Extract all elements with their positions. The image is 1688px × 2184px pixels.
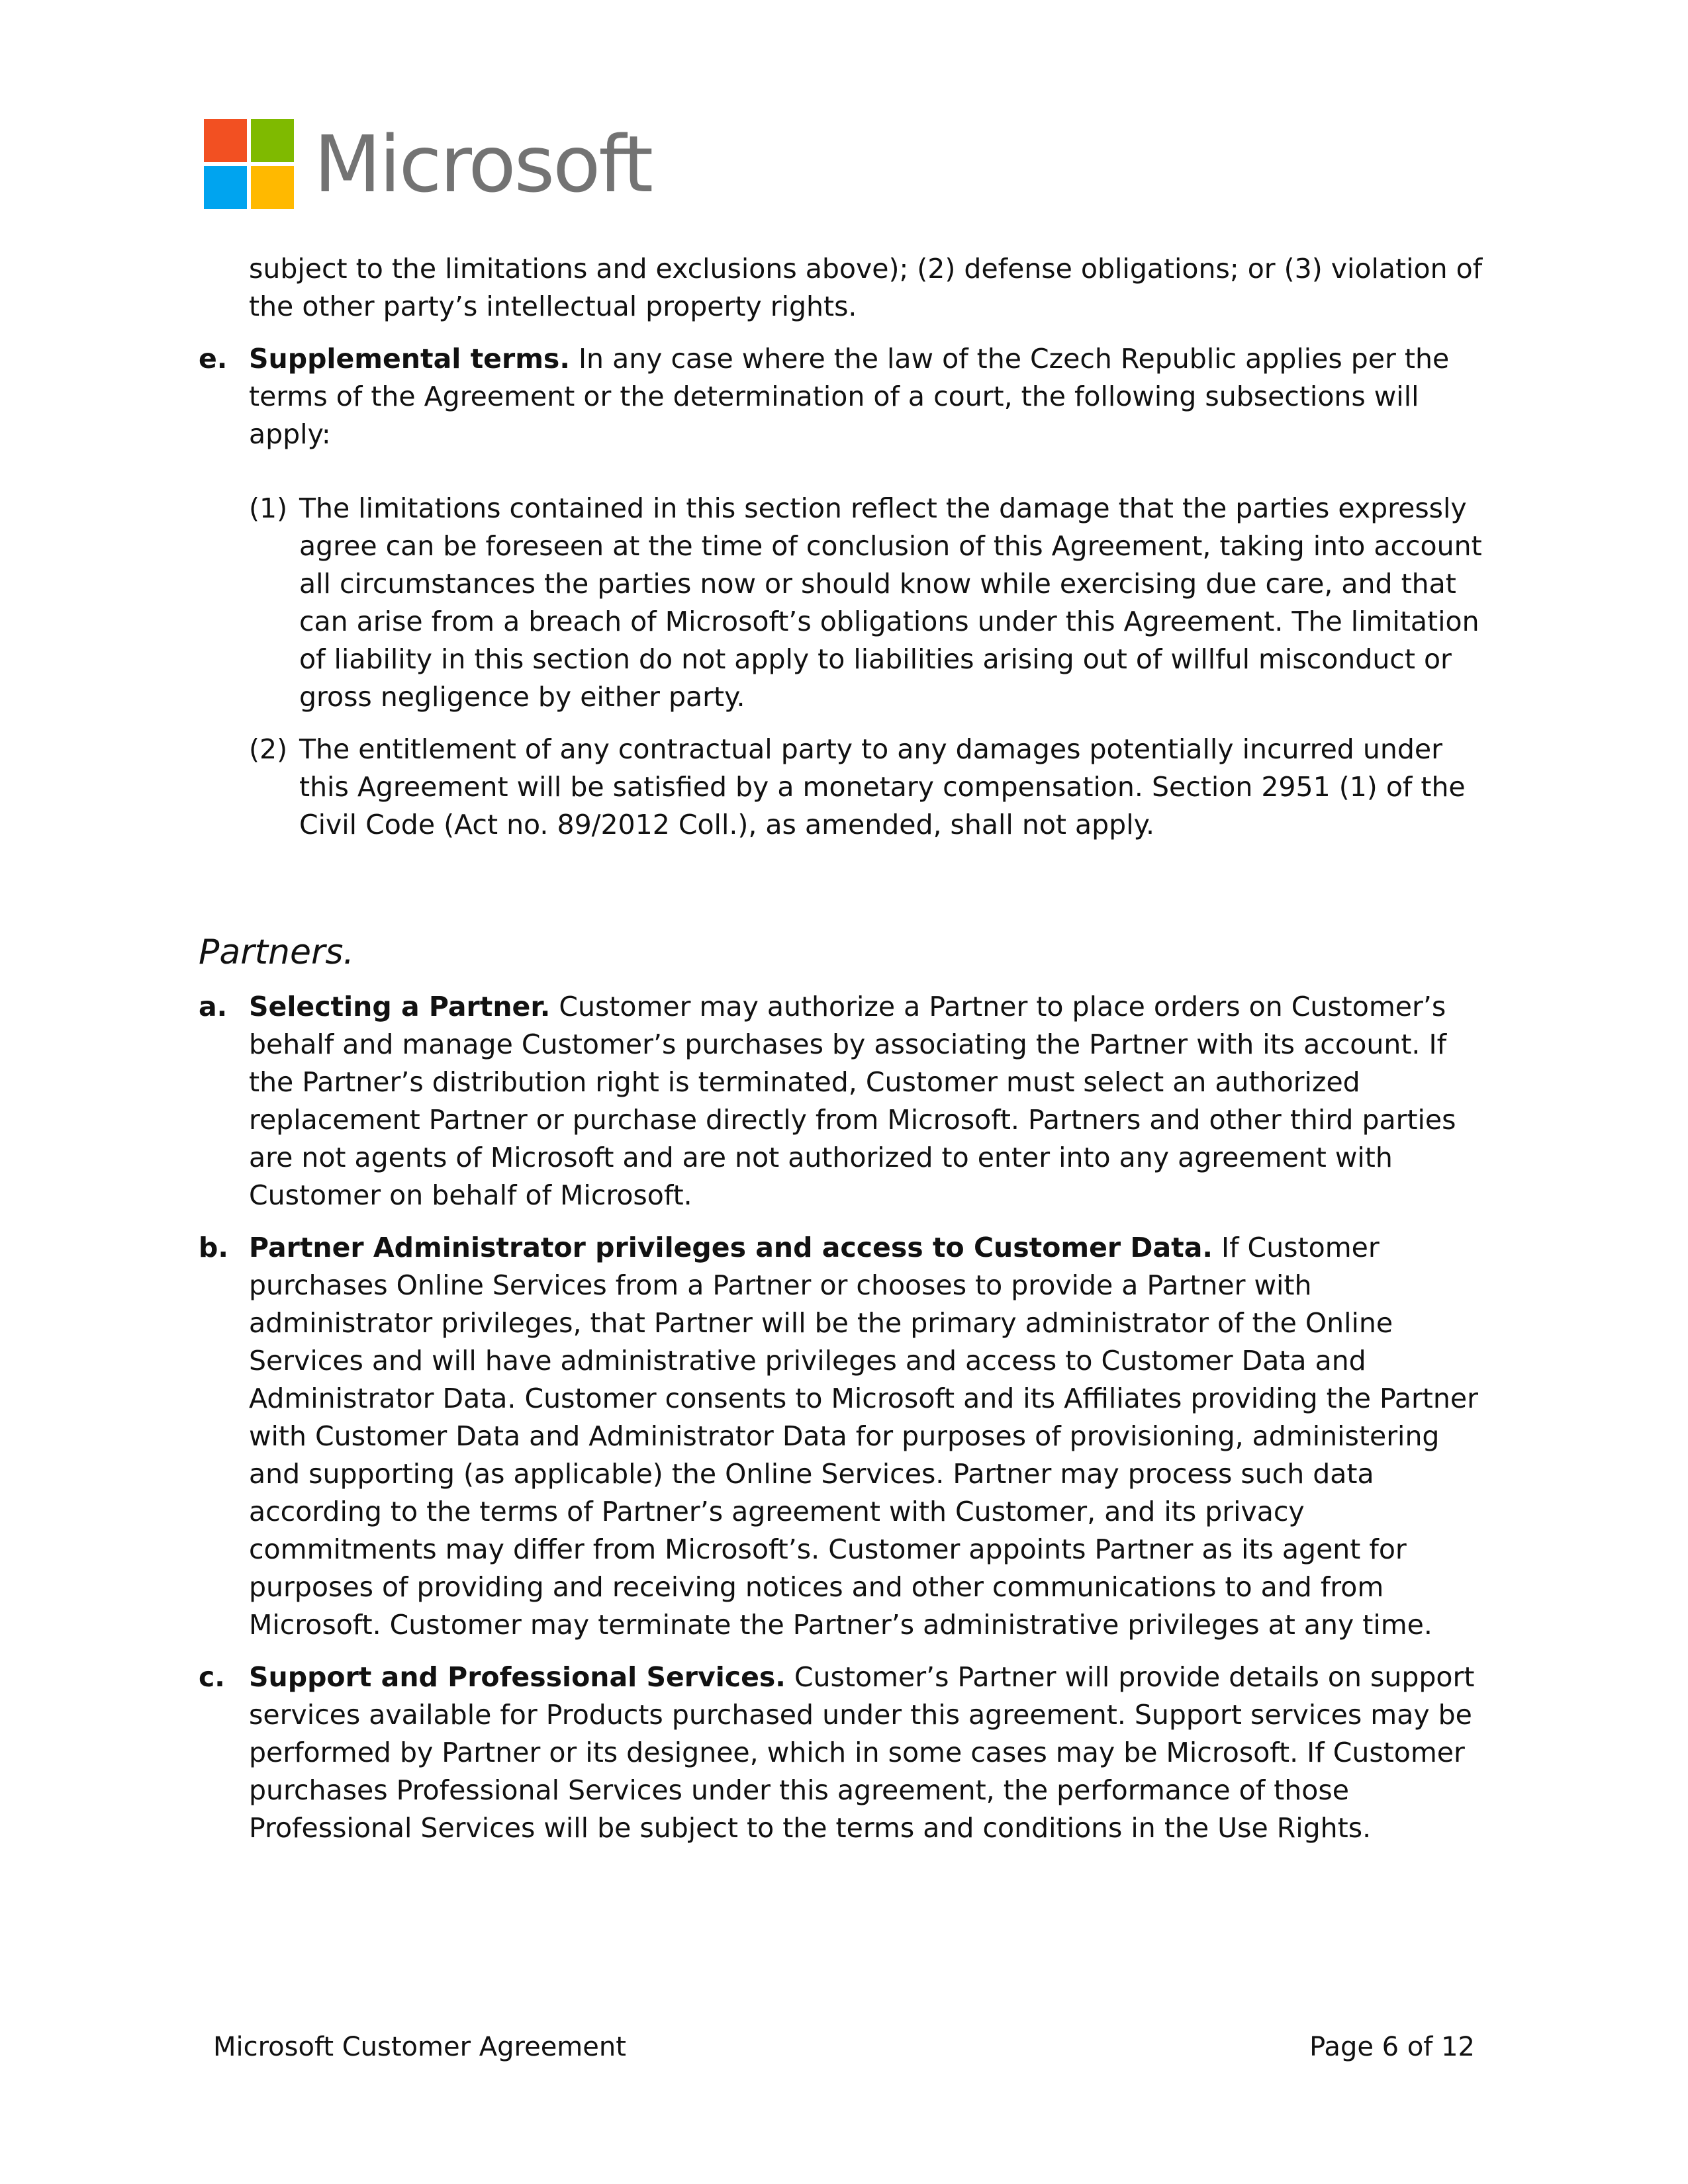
partners-b-text: If Customer purchases Online Services from a Partner or chooses to provide a Partner with administrator privileges, that Partner will be the primary administrator of the Online Services and will have administrative privileges and access to Customer Data and Administrator Data. Customer consents to Microsoft and its Affiliates providing the Partner with Customer Data and Administrator Data for purposes of provisioning, administering and supporting (as applicable) the Online Services. Partner may process such data according to the terms of Partner’s agreement with Customer, and its privacy commitments may differ from Microsoft’s. Customer appoints Partner as its agent for purposes of providing and receiving notices and other communications to and from Microsoft. Customer may terminate the Partner’s administrative privileges at any time. <box>249 1232 1478 1641</box>
document-body <box>199 250 1496 1847</box>
clause-e <box>199 340 1496 453</box>
logo-square-green <box>251 119 294 162</box>
subsection-1-marker: (1) <box>249 492 288 524</box>
page-footer <box>213 2032 1475 2062</box>
partners-heading: Partners. <box>199 933 354 972</box>
partners-b-heading: Partner Administrator privileges and access to Customer Data. <box>249 1232 1213 1263</box>
microsoft-logo <box>204 119 651 209</box>
clause-e-heading: Supplemental terms. <box>249 343 570 375</box>
footer-page-number: Page 6 of 12 <box>1309 2032 1475 2062</box>
footer-document-title: Microsoft Customer Agreement <box>213 2032 626 2062</box>
logo-wordmark: Microsoft <box>314 118 651 210</box>
partners-clause-a <box>199 988 1496 1214</box>
partners-c-text: Customer’s Partner will provide details on support services available for Products purchased under this agreement. Support services may be performed by Partner or its designee, which in some cases may be Microsoft. If Customer purchases Professional Services under this agreement, the performance of those Professional Services will be subject to the terms and conditions in the Use Rights. <box>249 1661 1475 1844</box>
logo-square-blue <box>204 166 247 209</box>
logo-square-yellow <box>251 166 294 209</box>
partners-c-marker: c. <box>199 1661 225 1693</box>
partners-a-text: Customer may authorize a Partner to place orders on Customer’s behalf and manage Customer’s purchases by associating the Partner with its account. If the Partner’s distribution right is terminated, Customer must select an authorized replacement Partner or purchase directly from Microsoft. Partners and other third parties are not agents of Microsoft and are not authorized to enter into any agreement with Customer on behalf of Microsoft. <box>249 991 1456 1211</box>
microsoft-logo-icon <box>204 119 294 209</box>
partners-a-marker: a. <box>199 991 228 1023</box>
clause-e-text: In any case where the law of the Czech Republic applies per the terms of the Agreement or the determination of a court, the following subsections will apply: <box>249 343 1450 450</box>
logo-square-red <box>204 119 247 162</box>
subsection-2-text: The entitlement of any contractual party to any damages potentially incurred under this Agreement will be satisfied by a monetary compensation. Section 2951 (1) of the Civil Code (Act no. 89/2012 Coll.), as amended, shall not apply. <box>299 733 1466 841</box>
partners-c-heading: Support and Professional Services. <box>249 1661 786 1693</box>
subsection-1-text: The limitations contained in this section reflect the damage that the parties expressly agree can be foreseen at the time of conclusion of this Agreement, taking into account all circumstances the parties now or should know while exercising due care, and that can arise from a breach of Microsoft’s obligations under this Agreement. The limitation of liability in this section do not apply to liabilities arising out of willful misconduct or gross negligence by either party. <box>299 492 1482 713</box>
subsection-2-marker: (2) <box>249 733 288 765</box>
partners-clause-c <box>199 1659 1496 1847</box>
continuation-text: subject to the limitations and exclusions above); (2) defense obligations; or (3) violation of the other party’s intellectual property rights. <box>249 253 1483 322</box>
continuation-paragraph <box>199 250 1496 326</box>
clause-e-subsection-2 <box>199 731 1496 844</box>
clause-e-marker: e. <box>199 343 228 375</box>
partners-b-marker: b. <box>199 1232 228 1263</box>
partners-a-heading: Selecting a Partner. <box>249 991 551 1023</box>
clause-e-subsection-1 <box>199 490 1496 716</box>
partners-clause-b <box>199 1229 1496 1644</box>
